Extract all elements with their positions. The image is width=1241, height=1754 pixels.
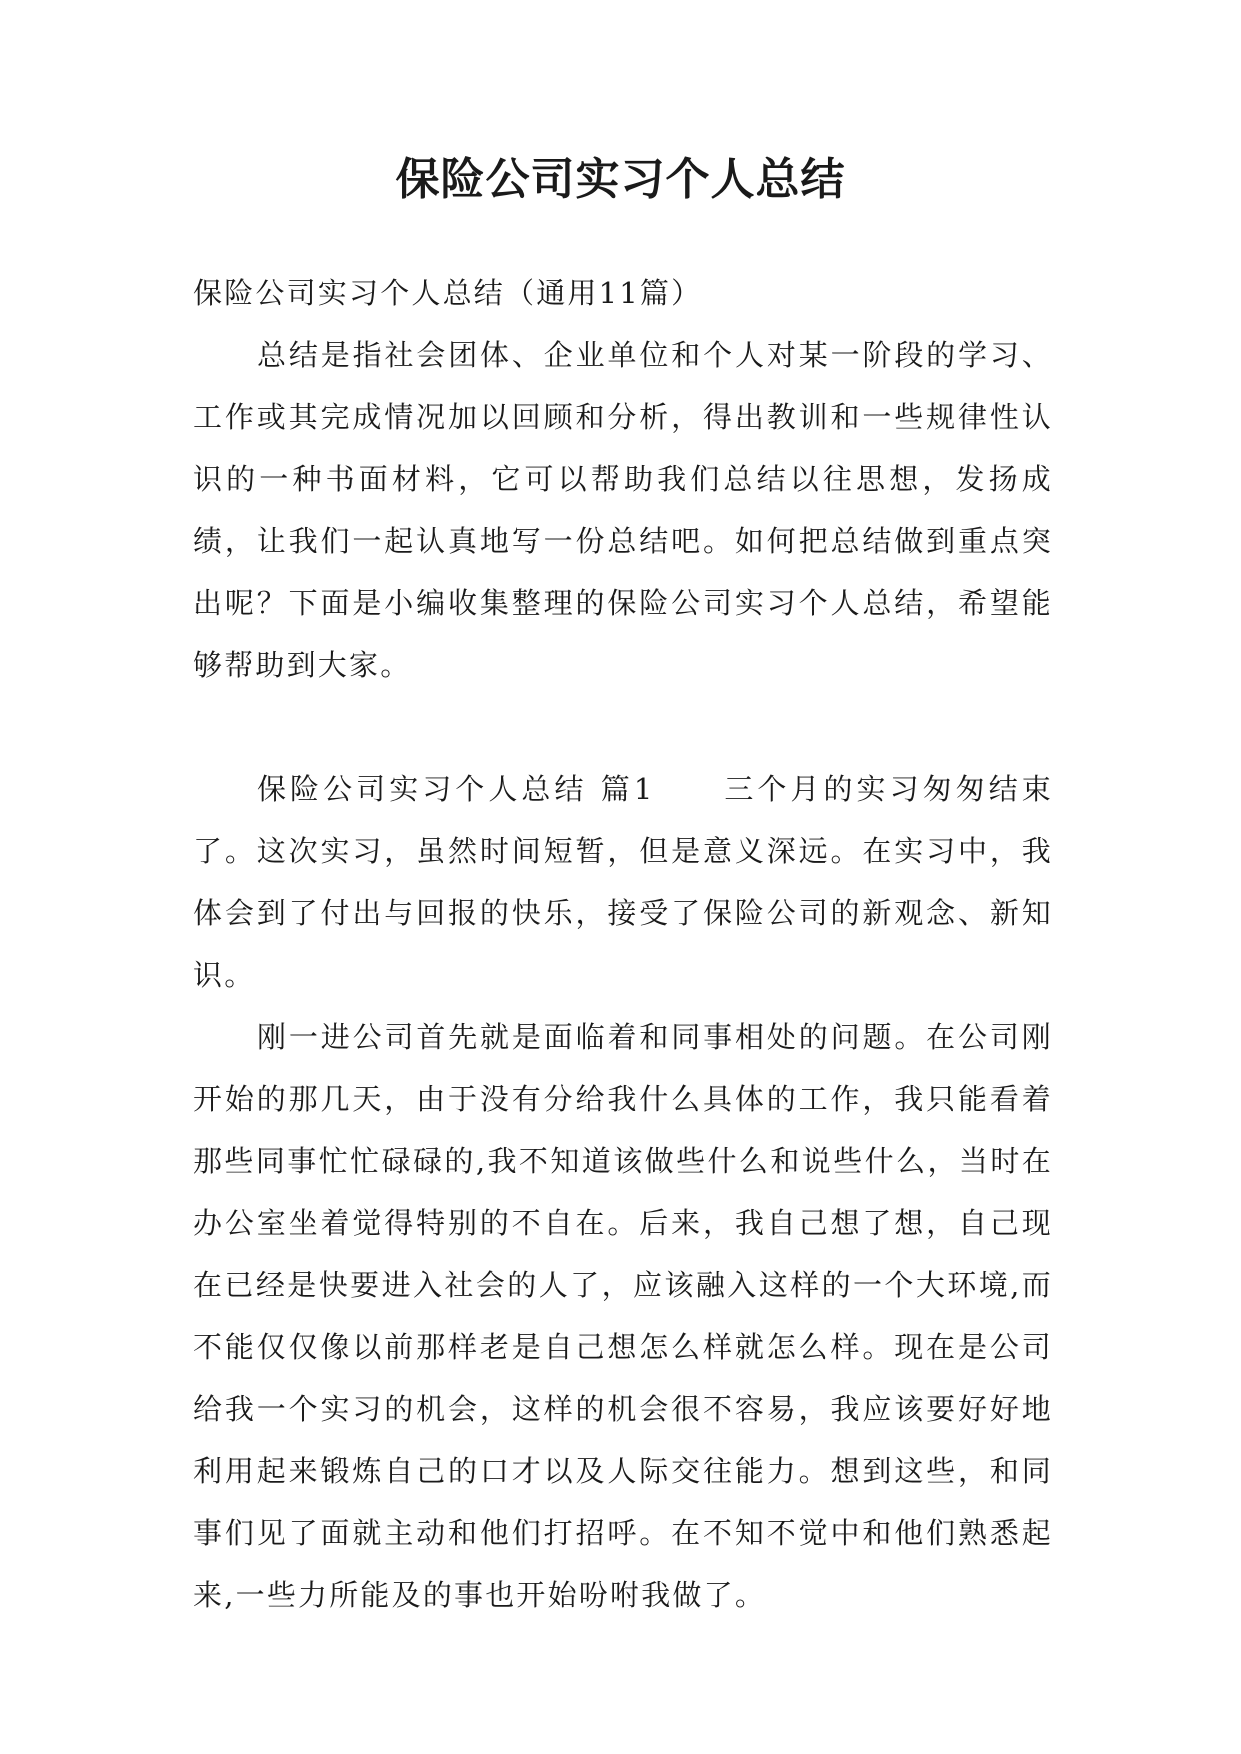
document-body — [193, 262, 1053, 1626]
section-1-heading: 保险公司实习个人总结 篇1 — [257, 772, 655, 806]
section-1-paragraph-1-text: 三个月的实习匆匆结束了。这次实习，虽然时间短暂，但是意义深远。在实习中，我体会到了付出与回报的快乐，接受了保险公司的新观念、新知识。 — [193, 772, 1053, 992]
document-subtitle: 保险公司实习个人总结（通用11篇） — [193, 276, 703, 310]
paragraph-gap — [193, 696, 1053, 758]
page-title: 保险公司实习个人总结 — [395, 154, 846, 205]
section-1-paragraph-2: 刚一进公司首先就是面临着和同事相处的问题。在公司刚开始的那几天，由于没有分给我什么具体的工作，我只能看着那些同事忙忙碌碌的,我不知道该做些什么和说些什么，当时在办公室坐着觉得特别的不自在。后来，我自己想了想，自己现在已经是快要进入社会的人了，应该融入这样的一个大环境,而不能仅仅像以前那样老是自己想怎么样就怎么样。现在是公司给我一个实习的机会，这样的机会很不容易，我应该要好好地利用起来锻炼自己的口才以及人际交往能力。想到这些，和同事们见了面就主动和他们打招呼。在不知不觉中和他们熟悉起来,一些力所能及的事也开始吩咐我做了。 — [193, 1020, 1053, 1612]
section-1-paragraph-1 — [193, 758, 1053, 1006]
intro-paragraph: 总结是指社会团体、企业单位和个人对某一阶段的学习、工作或其完成情况加以回顾和分析，得出教训和一些规律性认识的一种书面材料，它可以帮助我们总结以往思想，发扬成绩，让我们一起认真地写一份总结吧。如何把总结做到重点突出呢？下面是小编收集整理的保险公司实习个人总结，希望能够帮助到大家。 — [193, 338, 1053, 682]
